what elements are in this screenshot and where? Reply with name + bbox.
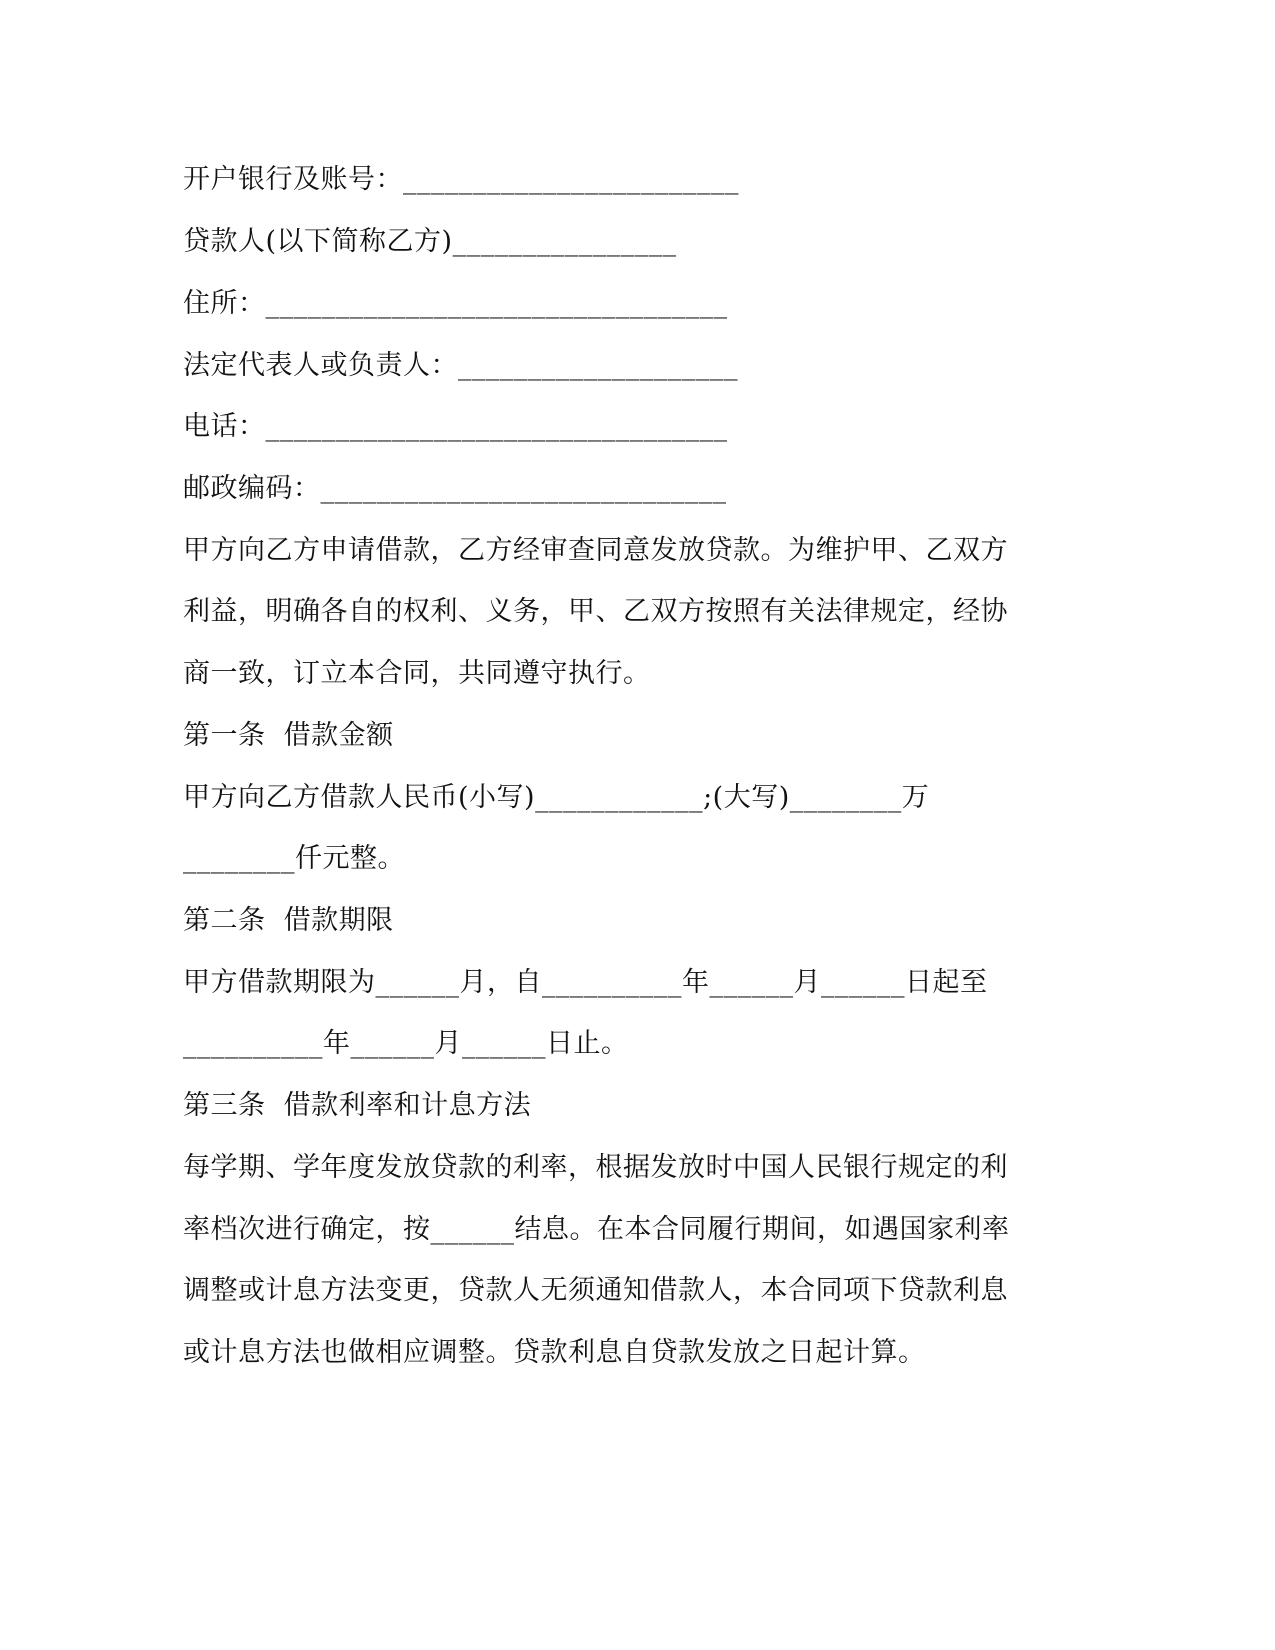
article-3-heading: 第三条 借款利率和计息方法 xyxy=(183,1090,532,1121)
article-1-heading: 第一条 借款金额 xyxy=(183,720,394,751)
address-line: 住所：_________________________________ xyxy=(183,288,728,319)
article-3-line-3: 调整或计息方法变更，贷款人无须通知借款人，本合同项下贷款利息 xyxy=(183,1275,1008,1306)
article-3-line-2: 率档次进行确定，按______结息。在本合同履行期间，如遇国家利率 xyxy=(183,1214,1010,1245)
article-1-line-1: 甲方向乙方借款人民币(小写)____________;(大写)________万 xyxy=(183,782,930,813)
lender-line: 贷款人(以下简称乙方)________________ xyxy=(183,226,677,257)
bank-account-line: 开户银行及账号：________________________ xyxy=(183,164,739,195)
article-2-line-1: 甲方借款期限为______月，自__________年______月______日起至 xyxy=(183,967,988,998)
intro-paragraph-line-2: 利益，明确各自的权利、义务，甲、乙双方按照有关法律规定，经协 xyxy=(183,596,1008,627)
intro-paragraph-line-3: 商一致，订立本合同，共同遵守执行。 xyxy=(183,658,651,689)
phone-line: 电话：_________________________________ xyxy=(183,411,728,442)
legal-representative-line: 法定代表人或负责人：____________________ xyxy=(183,350,738,381)
article-3-line-4: 或计息方法也做相应调整。贷款利息自贷款发放之日起计算。 xyxy=(183,1337,926,1368)
article-2-heading: 第二条 借款期限 xyxy=(183,905,394,936)
article-1-line-2: ________仟元整。 xyxy=(183,843,405,874)
article-3-line-1: 每学期、学年度发放贷款的利率，根据发放时中国人民银行规定的利 xyxy=(183,1152,1008,1183)
article-2-line-2: __________年______月______日止。 xyxy=(183,1028,629,1059)
postal-code-line: 邮政编码：_____________________________ xyxy=(183,473,727,504)
intro-paragraph-line-1: 甲方向乙方申请借款，乙方经审查同意发放贷款。为维护甲、乙双方 xyxy=(183,535,1008,566)
